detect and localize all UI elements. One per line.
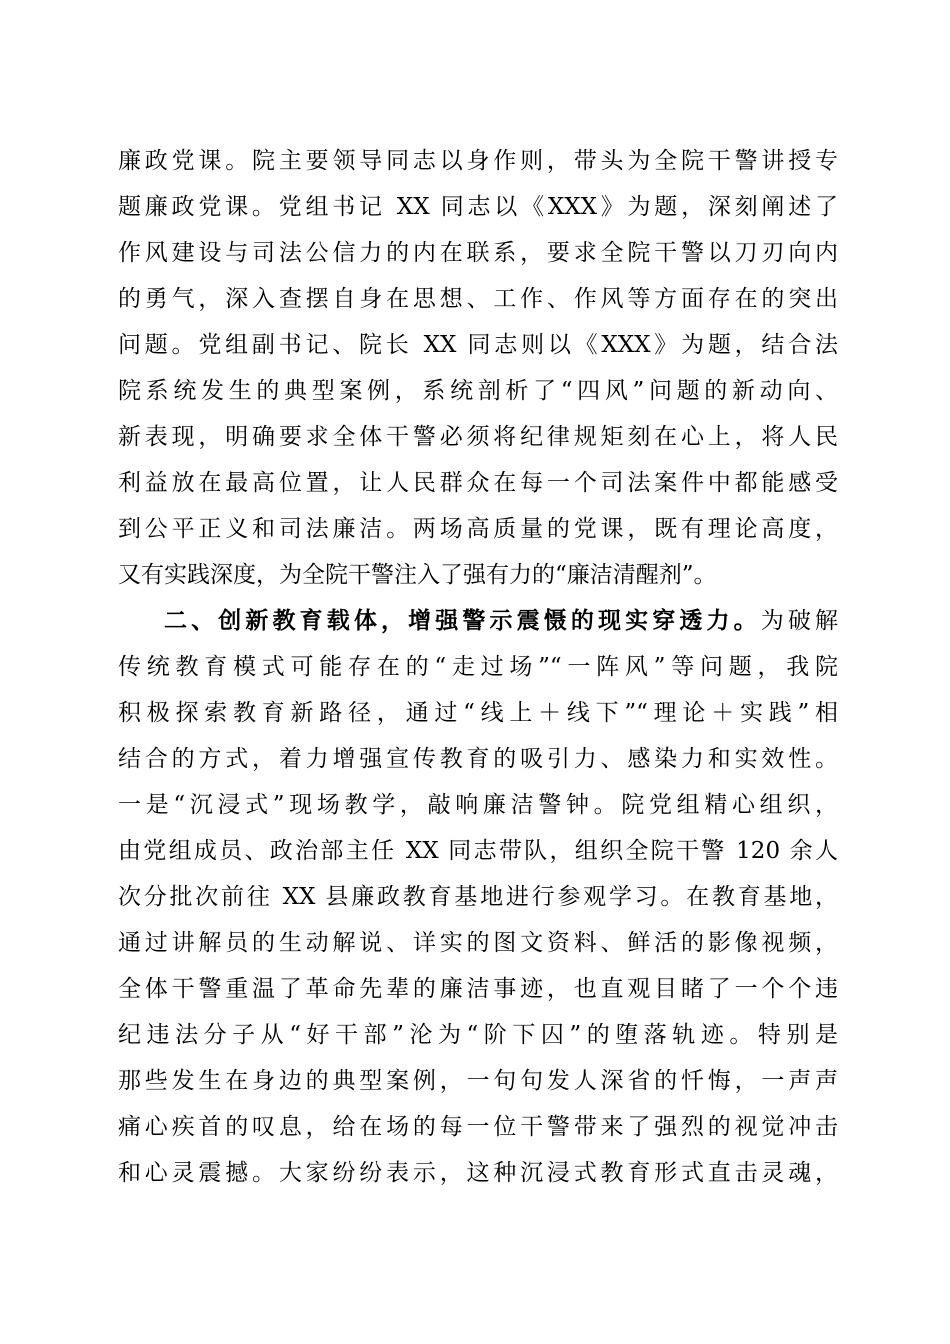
text-line: 问题。党组副书记、院长 XX 同志则以《XXX》为题，结合法 [118,332,838,358]
text-line: 新表现，明确要求全体干警必须将纪律规矩刻在心上，将人民 [118,424,838,450]
text-line: 积极探索教育新路径，通过“线上＋线下”“理论＋实践”相 [118,700,838,726]
text-line: 全体干警重温了革命先辈的廉洁事迹，也直观目睹了一个个违 [118,976,838,1002]
text-line: 传统教育模式可能存在的“走过场”“一阵风”等问题，我院 [118,654,838,680]
text-line: 到公平正义和司法廉洁。两场高质量的党课，既有理论高度， [118,516,838,542]
text-line: 作风建设与司法公信力的内在联系，要求全院干警以刀刃向内 [118,240,838,266]
text-line: 纪违法分子从“好干部”沦为“阶下囚”的堕落轨迹。特别是 [118,1022,838,1048]
text-line: 廉政党课。院主要领导同志以身作则，带头为全院干警讲授专 [118,148,838,174]
heading-line-text: 为破解 [760,608,838,634]
text-line: 通过讲解员的生动解说、详实的图文资料、鲜活的影像视频， [118,930,838,956]
text-line: 利益放在最高位置，让人民群众在每一个司法案件中都能感受 [118,470,838,496]
text-line: 的勇气，深入查摆自身在思想、工作、作风等方面存在的突出 [118,286,838,312]
body-text [118,138,838,1196]
paragraph-2 [118,598,838,1196]
text-line: 又有实践深度，为全院干警注入了强有力的“廉洁清醒剂”。 [118,562,717,588]
text-line: 题廉政党课。党组书记 XX 同志以《XXX》为题，深刻阐述了 [118,194,838,220]
text-line: 痛心疾首的叹息，给在场的每一位干警带来了强烈的视觉冲击 [118,1114,838,1140]
section-heading-line [118,598,838,644]
text-line: 结合的方式，着力增强宣传教育的吸引力、感染力和实效性。 [118,746,838,772]
text-line: 次分批次前往 XX 县廉政教育基地进行参观学习。在教育基地， [118,884,838,910]
text-line: 一是“沉浸式”现场教学，敲响廉洁警钟。院党组精心组织， [118,792,838,818]
text-line: 由党组成员、政治部主任 XX 同志带队，组织全院干警 120 余人 [118,838,838,864]
text-line: 和心灵震撼。大家纷纷表示，这种沉浸式教育形式直击灵魂， [118,1160,838,1186]
section-heading: 二、创新教育载体，增强警示震慑的现实穿透力。 [164,608,761,634]
paragraph-1 [118,138,838,598]
text-line: 院系统发生的典型案例，系统剖析了“四风”问题的新动向、 [118,378,838,404]
text-line: 那些发生在身边的典型案例，一句句发人深省的忏悔，一声声 [118,1068,838,1094]
